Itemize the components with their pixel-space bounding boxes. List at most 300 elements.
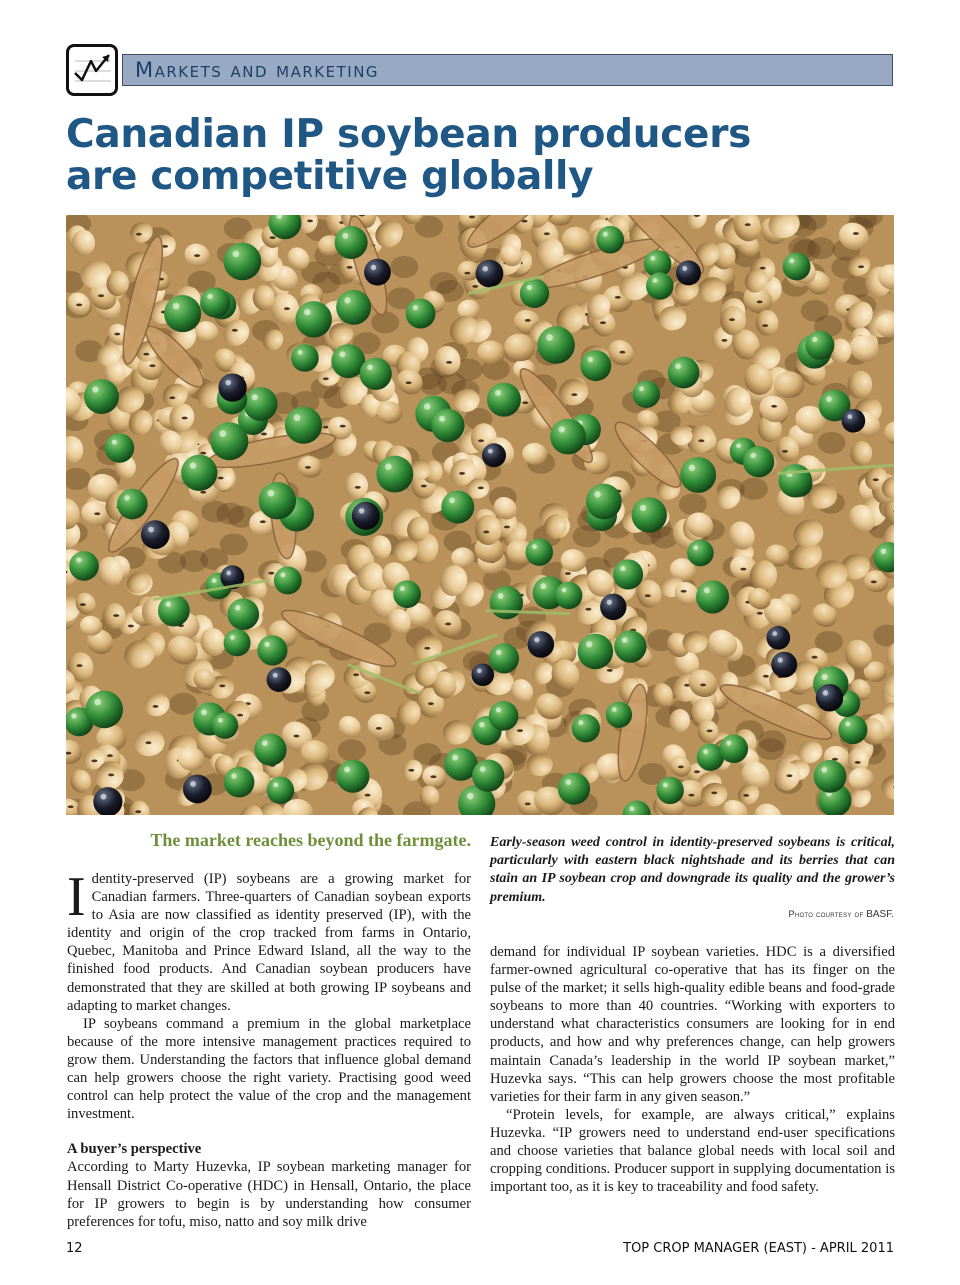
- berry-highlight: [789, 258, 794, 263]
- bean-hilum: [323, 426, 329, 429]
- bean-hilum: [200, 491, 206, 494]
- berry-highlight: [546, 334, 553, 341]
- berry-highlight: [594, 491, 600, 497]
- nightshade-berry-green: [719, 734, 748, 763]
- berry-highlight: [385, 463, 392, 470]
- nightshade-berry-black: [528, 631, 555, 658]
- nightshade-berry-green: [158, 595, 190, 627]
- nightshade-berry-green: [743, 446, 774, 477]
- berry-highlight: [148, 527, 154, 533]
- bean-hilum: [135, 810, 141, 813]
- nightshade-berry-green: [550, 419, 586, 455]
- nightshade-berry-green: [406, 299, 436, 329]
- nightshade-berry-black: [476, 260, 504, 288]
- bean-hilum: [355, 486, 361, 489]
- berry-highlight: [650, 256, 655, 261]
- berry-highlight: [821, 674, 827, 680]
- berry-highlight: [400, 586, 405, 591]
- bean-hilum: [91, 759, 97, 762]
- berry-highlight: [675, 363, 681, 369]
- bean-hilum: [571, 393, 577, 396]
- nightshade-berry-green: [783, 252, 811, 280]
- berry-highlight: [488, 449, 493, 454]
- section-title: Markets and marketing: [135, 58, 380, 82]
- nightshade-berry-green: [687, 540, 714, 567]
- nightshade-berry-black: [766, 626, 790, 650]
- berry-highlight: [235, 605, 241, 611]
- berry-highlight: [201, 709, 207, 715]
- bean-hilum: [853, 232, 859, 235]
- bean-hilum: [688, 794, 694, 797]
- bean-hilum: [293, 735, 299, 738]
- bean-hilum: [430, 775, 436, 778]
- bean-hilum: [143, 353, 149, 356]
- bean-hilum: [376, 727, 382, 730]
- nightshade-berry-green: [632, 497, 667, 532]
- shadow: [740, 478, 768, 500]
- berry-highlight: [498, 593, 504, 599]
- article-subhead: A buyer’s perspective: [67, 1141, 202, 1158]
- berry-highlight: [280, 572, 285, 577]
- bean-hilum: [585, 608, 591, 611]
- nightshade-berry-green: [257, 635, 287, 665]
- berry-highlight: [212, 578, 217, 583]
- bean-hilum: [729, 318, 735, 321]
- berry-highlight: [273, 782, 278, 787]
- nightshade-berry-black: [93, 787, 122, 815]
- bean-hilum: [446, 361, 452, 364]
- nightshade-berry-green: [393, 580, 421, 608]
- nightshade-berry-green: [580, 350, 611, 381]
- bean-hilum: [743, 794, 749, 797]
- bean-hilum: [268, 572, 274, 575]
- berry-highlight: [71, 713, 76, 718]
- nightshade-berry-black: [352, 502, 380, 530]
- berry-highlight: [682, 266, 687, 271]
- headline-line-1: Canadian IP soybean producers: [66, 112, 752, 157]
- bean-hilum: [307, 220, 313, 223]
- bean-hilum: [408, 769, 414, 772]
- bean-hilum: [525, 319, 531, 322]
- nightshade-berry-green: [259, 482, 296, 519]
- berry-highlight: [424, 403, 431, 410]
- berry-highlight: [344, 767, 350, 773]
- bean-hilum: [698, 439, 704, 442]
- nightshade-berry-black: [676, 260, 701, 285]
- berry-highlight: [640, 505, 646, 511]
- bean-hilum: [232, 329, 238, 332]
- berry-highlight: [693, 545, 698, 550]
- berry-highlight: [620, 566, 625, 571]
- bean-hilum: [237, 714, 243, 717]
- bean-hilum: [483, 531, 489, 534]
- nightshade-berry-green: [335, 226, 368, 259]
- bean-hilum: [757, 612, 763, 615]
- nightshade-berry-black: [183, 775, 212, 804]
- berry-highlight: [262, 740, 268, 746]
- berry-highlight: [264, 642, 269, 647]
- berry-highlight: [703, 749, 708, 754]
- shadow: [169, 693, 197, 715]
- bean-hilum: [365, 794, 371, 797]
- shadow: [201, 501, 229, 523]
- berry-highlight: [359, 508, 365, 514]
- berry-highlight: [267, 490, 274, 497]
- berry-highlight: [207, 294, 212, 299]
- bean-hilum: [763, 675, 769, 678]
- article-paragraph: IP soybeans command a premium in the global marketplace because of the more intensive management practices required to grow them. Understanding the factors that influence global demand can help growers choose the right variety. Practising good weed control can help protect the value of the crop and the management investment.: [67, 1015, 471, 1123]
- article-paragraph: “Protein levels, for example, are always critical,” explains Huzevka. “IP growers need to understand end-user specifications and choose varieties that balance global needs with local soil and cropping conditions. Producer support in supplying documentation is important too, as it is key to traceability and food safety.: [490, 1106, 895, 1196]
- shadow: [390, 256, 418, 278]
- publication-footer: TOP CROP MANAGER (EAST) - APRIL 2011: [623, 1241, 894, 1256]
- nightshade-berry-green: [578, 634, 614, 670]
- berry-highlight: [94, 699, 101, 706]
- berry-highlight: [778, 658, 783, 663]
- nightshade-berry-black: [771, 652, 797, 678]
- bean-hilum: [615, 296, 621, 299]
- bean-hilum: [76, 664, 82, 667]
- berry-highlight: [367, 364, 373, 370]
- nightshade-berry-black: [267, 667, 292, 692]
- nightshade-berry-green: [596, 226, 624, 254]
- berry-highlight: [439, 416, 445, 422]
- bean-hilum: [757, 301, 763, 304]
- section-bar: [122, 54, 893, 86]
- bean-hilum: [98, 294, 104, 297]
- bean-hilum: [721, 339, 727, 342]
- nightshade-berry-green: [210, 422, 248, 460]
- bean-hilum: [469, 216, 475, 219]
- bean-hilum: [421, 485, 427, 488]
- bean-hilum: [323, 377, 329, 380]
- bean-hilum: [200, 452, 206, 455]
- bean-hilum: [472, 285, 478, 288]
- bean-hilum: [771, 405, 777, 408]
- bean-hilum: [169, 396, 175, 399]
- berry-highlight: [190, 462, 197, 469]
- paragraph-text: dentity-preserved (IP) soybeans are a growing market for Canadian farmers. Three-quarters of Canadian soybean exports to Asia are now classified as identity preserved (IP), with the identity and origin of the crop tracked from farms in Ontario, Quebec, Manitoba and Prince Edward Island, all the way to the finished food products. And Canadian soybean producers have demonstrated that they are skilled at both growing IP soybeans and adapting to market changes.: [67, 871, 471, 1014]
- page-number: 12: [66, 1241, 83, 1256]
- bean-hilum: [68, 805, 74, 808]
- soybean-photo: [66, 215, 894, 815]
- berry-highlight: [663, 783, 668, 788]
- bean-hilum: [681, 590, 687, 593]
- bean-hilum: [478, 439, 484, 442]
- bean-hilum: [700, 684, 706, 687]
- berry-highlight: [165, 601, 171, 607]
- bean-hilum: [517, 729, 523, 732]
- berry-highlight: [467, 793, 474, 800]
- berry-highlight: [565, 779, 571, 785]
- nightshade-berry-green: [586, 484, 622, 520]
- berry-highlight: [232, 250, 239, 257]
- pull-quote: The market reaches beyond the farmgate.: [150, 830, 471, 850]
- berry-highlight: [483, 266, 489, 272]
- nightshade-berry-green: [360, 358, 392, 390]
- berry-highlight: [527, 285, 532, 290]
- nightshade-berry-green: [274, 567, 302, 595]
- nightshade-berry-green: [254, 734, 286, 766]
- nightshade-berry-green: [558, 773, 590, 805]
- berry-highlight: [92, 386, 98, 392]
- bean-hilum: [787, 774, 793, 777]
- nightshade-berry-green: [814, 760, 847, 793]
- berry-highlight: [479, 722, 484, 727]
- nightshade-berry-green: [487, 383, 521, 417]
- berry-highlight: [273, 673, 278, 678]
- nightshade-berry-green: [555, 582, 582, 609]
- bean-hilum: [347, 266, 353, 269]
- nightshade-berry-green: [336, 760, 369, 793]
- nightshade-berry-black: [842, 409, 866, 433]
- shadow: [430, 272, 458, 294]
- nightshade-berry-green: [228, 598, 260, 630]
- bean-hilum: [707, 729, 713, 732]
- berry-highlight: [339, 351, 345, 357]
- bean-hilum: [219, 685, 225, 688]
- bean-hilum: [873, 478, 879, 481]
- photo-credit-label: Photo courtesy of: [788, 909, 864, 919]
- nightshade-berry-green: [224, 243, 262, 281]
- nightshade-berry-green: [680, 457, 716, 493]
- bean-hilum: [711, 791, 717, 794]
- bean-hilum: [153, 705, 159, 708]
- berry-highlight: [294, 414, 301, 421]
- bean-hilum: [305, 466, 311, 469]
- bean-hilum: [107, 754, 113, 757]
- nightshade-berry-green: [295, 301, 331, 337]
- berry-highlight: [304, 309, 311, 316]
- bean-hilum: [478, 486, 484, 489]
- berry-highlight: [496, 707, 501, 712]
- bean-hilum: [525, 803, 531, 806]
- berry-highlight: [540, 583, 546, 589]
- bean-hilum: [740, 568, 746, 571]
- bean-hilum: [522, 401, 528, 404]
- bean-hilum: [855, 761, 861, 764]
- bean-hilum: [284, 307, 290, 310]
- nightshade-berry-green: [84, 379, 119, 414]
- bean-hilum: [260, 520, 266, 523]
- berry-highlight: [124, 495, 130, 501]
- berry-highlight: [821, 767, 827, 773]
- berry-highlight: [629, 806, 634, 811]
- bean-hilum: [504, 526, 510, 529]
- berry-highlight: [578, 720, 583, 725]
- bean-hilum: [445, 623, 451, 626]
- berry-highlight: [736, 443, 741, 448]
- berry-highlight: [750, 453, 756, 459]
- berry-highlight: [812, 337, 817, 342]
- bean-hilum: [113, 614, 119, 617]
- nightshade-berry-green: [181, 455, 217, 491]
- berry-highlight: [226, 571, 231, 576]
- nightshade-berry-green: [244, 387, 278, 421]
- bean-hilum: [149, 364, 155, 367]
- nightshade-berry-green: [224, 767, 255, 798]
- berry-highlight: [231, 773, 237, 779]
- nightshade-berry-black: [471, 664, 494, 687]
- berry-highlight: [534, 637, 539, 642]
- berry-highlight: [452, 755, 458, 761]
- nightshade-berry-green: [105, 433, 134, 462]
- nightshade-berry-green: [668, 357, 700, 389]
- nightshade-berry-green: [212, 712, 238, 738]
- nightshade-berry-green: [267, 777, 294, 804]
- berry-highlight: [112, 440, 117, 445]
- nightshade-berry-green: [614, 630, 646, 662]
- article-headline: [66, 114, 896, 198]
- bean-hilum: [340, 425, 346, 428]
- bean-hilum: [80, 603, 86, 606]
- bean-hilum: [544, 232, 550, 235]
- berry-highlight: [603, 232, 608, 237]
- article-paragraph: [67, 866, 471, 1015]
- bean-hilum: [76, 303, 82, 306]
- shadow: [679, 493, 707, 515]
- bean-hilum: [128, 625, 134, 628]
- nightshade-berry-green: [613, 559, 643, 589]
- shadow: [757, 738, 785, 760]
- nightshade-berry-green: [376, 456, 413, 493]
- nightshade-berry-green: [606, 702, 632, 728]
- trend-chart-icon: [66, 44, 118, 96]
- nightshade-berry-green: [526, 538, 553, 565]
- berry-highlight: [298, 350, 303, 355]
- nightshade-berry-black: [218, 373, 246, 401]
- nightshade-berry-green: [200, 287, 230, 317]
- berry-highlight: [371, 265, 376, 270]
- nightshade-berry-black: [141, 520, 170, 549]
- nightshade-berry-green: [572, 714, 600, 742]
- berry-highlight: [639, 386, 644, 391]
- bean-hilum: [871, 581, 877, 584]
- nightshade-berry-green: [489, 701, 519, 731]
- drop-cap: I: [67, 866, 86, 928]
- nightshade-berry-green: [224, 629, 251, 656]
- berry-highlight: [496, 650, 501, 655]
- bean-hilum: [424, 647, 430, 650]
- berry-highlight: [225, 380, 231, 386]
- bean-hilum: [858, 265, 864, 268]
- berry-highlight: [413, 305, 418, 310]
- bean-hilum: [182, 417, 188, 420]
- section-header: [66, 44, 896, 100]
- bean-hilum: [194, 254, 200, 257]
- berry-highlight: [653, 278, 658, 283]
- berry-highlight: [726, 740, 731, 745]
- bean-hilum: [136, 233, 142, 236]
- berry-highlight: [477, 669, 482, 674]
- bean-hilum: [406, 381, 412, 384]
- nightshade-berry-black: [816, 684, 844, 712]
- berry-highlight: [218, 718, 223, 723]
- bean-hilum: [108, 774, 114, 777]
- nightshade-berry-black: [600, 594, 626, 620]
- bean-hilum: [114, 333, 120, 336]
- nightshade-berry-green: [490, 586, 523, 619]
- bean-hilum: [832, 758, 838, 761]
- shadow: [818, 432, 846, 454]
- bean-hilum: [218, 477, 224, 480]
- bean-hilum: [600, 321, 606, 324]
- berry-highlight: [772, 631, 777, 636]
- berry-highlight: [823, 690, 829, 696]
- soybean-photo-illustration: [66, 215, 894, 815]
- headline-line-2: are competitive globally: [66, 154, 594, 199]
- bean-hilum: [565, 572, 571, 575]
- nightshade-berry-green: [805, 331, 834, 360]
- nightshade-berry-black: [364, 259, 391, 286]
- berry-highlight: [495, 390, 501, 396]
- berry-highlight: [344, 297, 350, 303]
- berry-highlight: [190, 781, 196, 787]
- nightshade-berry-green: [336, 290, 371, 325]
- berry-highlight: [588, 357, 594, 363]
- nightshade-berry-black: [482, 443, 506, 467]
- photo-credit-source: BASF.: [866, 909, 894, 920]
- nightshade-berry-green: [69, 551, 99, 581]
- article-column-left: [67, 866, 471, 1231]
- nightshade-berry-green: [285, 407, 322, 444]
- photo-credit: [789, 909, 894, 920]
- berry-highlight: [607, 600, 612, 605]
- berry-highlight: [826, 396, 832, 402]
- nightshade-berry-green: [537, 326, 575, 364]
- berry-highlight: [612, 707, 617, 712]
- shadow: [371, 311, 399, 333]
- bean-hilum: [745, 223, 751, 226]
- bean-hilum: [270, 236, 276, 239]
- bean-hilum: [145, 741, 151, 744]
- berry-highlight: [881, 549, 886, 554]
- bean-hilum: [619, 351, 625, 354]
- bean-hilum: [464, 272, 470, 275]
- berry-highlight: [219, 430, 226, 437]
- berry-highlight: [76, 557, 81, 562]
- berry-highlight: [586, 641, 592, 647]
- nightshade-berry-green: [838, 715, 867, 744]
- nightshade-berry-green: [291, 344, 319, 372]
- shadow: [338, 739, 366, 761]
- bean-hilum: [261, 433, 267, 436]
- bean-hilum: [364, 691, 370, 694]
- bean-hilum: [694, 770, 700, 773]
- berry-highlight: [704, 587, 710, 593]
- bean-hilum: [94, 512, 100, 515]
- bean-hilum: [428, 702, 434, 705]
- bean-hilum: [645, 594, 651, 597]
- article-column-right: [490, 943, 895, 1196]
- bean-hilum: [459, 472, 465, 475]
- article-paragraph: According to Marty Huzevka, IP soybean marketing manager for Hensall District Co-operative (HDC) in Hensall, Ontario, the place for IP growers to begin is by understanding how consumer preferences for tofu, miso, natto and soy milk drive: [67, 1159, 471, 1230]
- bean-hilum: [353, 673, 359, 676]
- berry-highlight: [230, 635, 235, 640]
- berry-highlight: [252, 394, 258, 400]
- nightshade-berry-green: [441, 491, 474, 524]
- nightshade-berry-green: [117, 489, 148, 520]
- berry-highlight: [689, 465, 695, 471]
- nightshade-berry-green: [472, 759, 504, 791]
- photo-caption: Early-season weed control in identity-preserved soybeans is critical, particularly with eastern black nightshade and its berries that can stain an IP soybean crop and downgrade its quality and the grower’s premium.: [490, 835, 895, 905]
- bean-hilum: [607, 669, 613, 672]
- nightshade-berry-green: [656, 777, 683, 804]
- nightshade-berry-green: [85, 691, 123, 729]
- bean-hilum: [162, 245, 168, 248]
- berry-highlight: [845, 721, 850, 726]
- berry-highlight: [561, 588, 566, 593]
- nightshade-berry-green: [520, 279, 549, 308]
